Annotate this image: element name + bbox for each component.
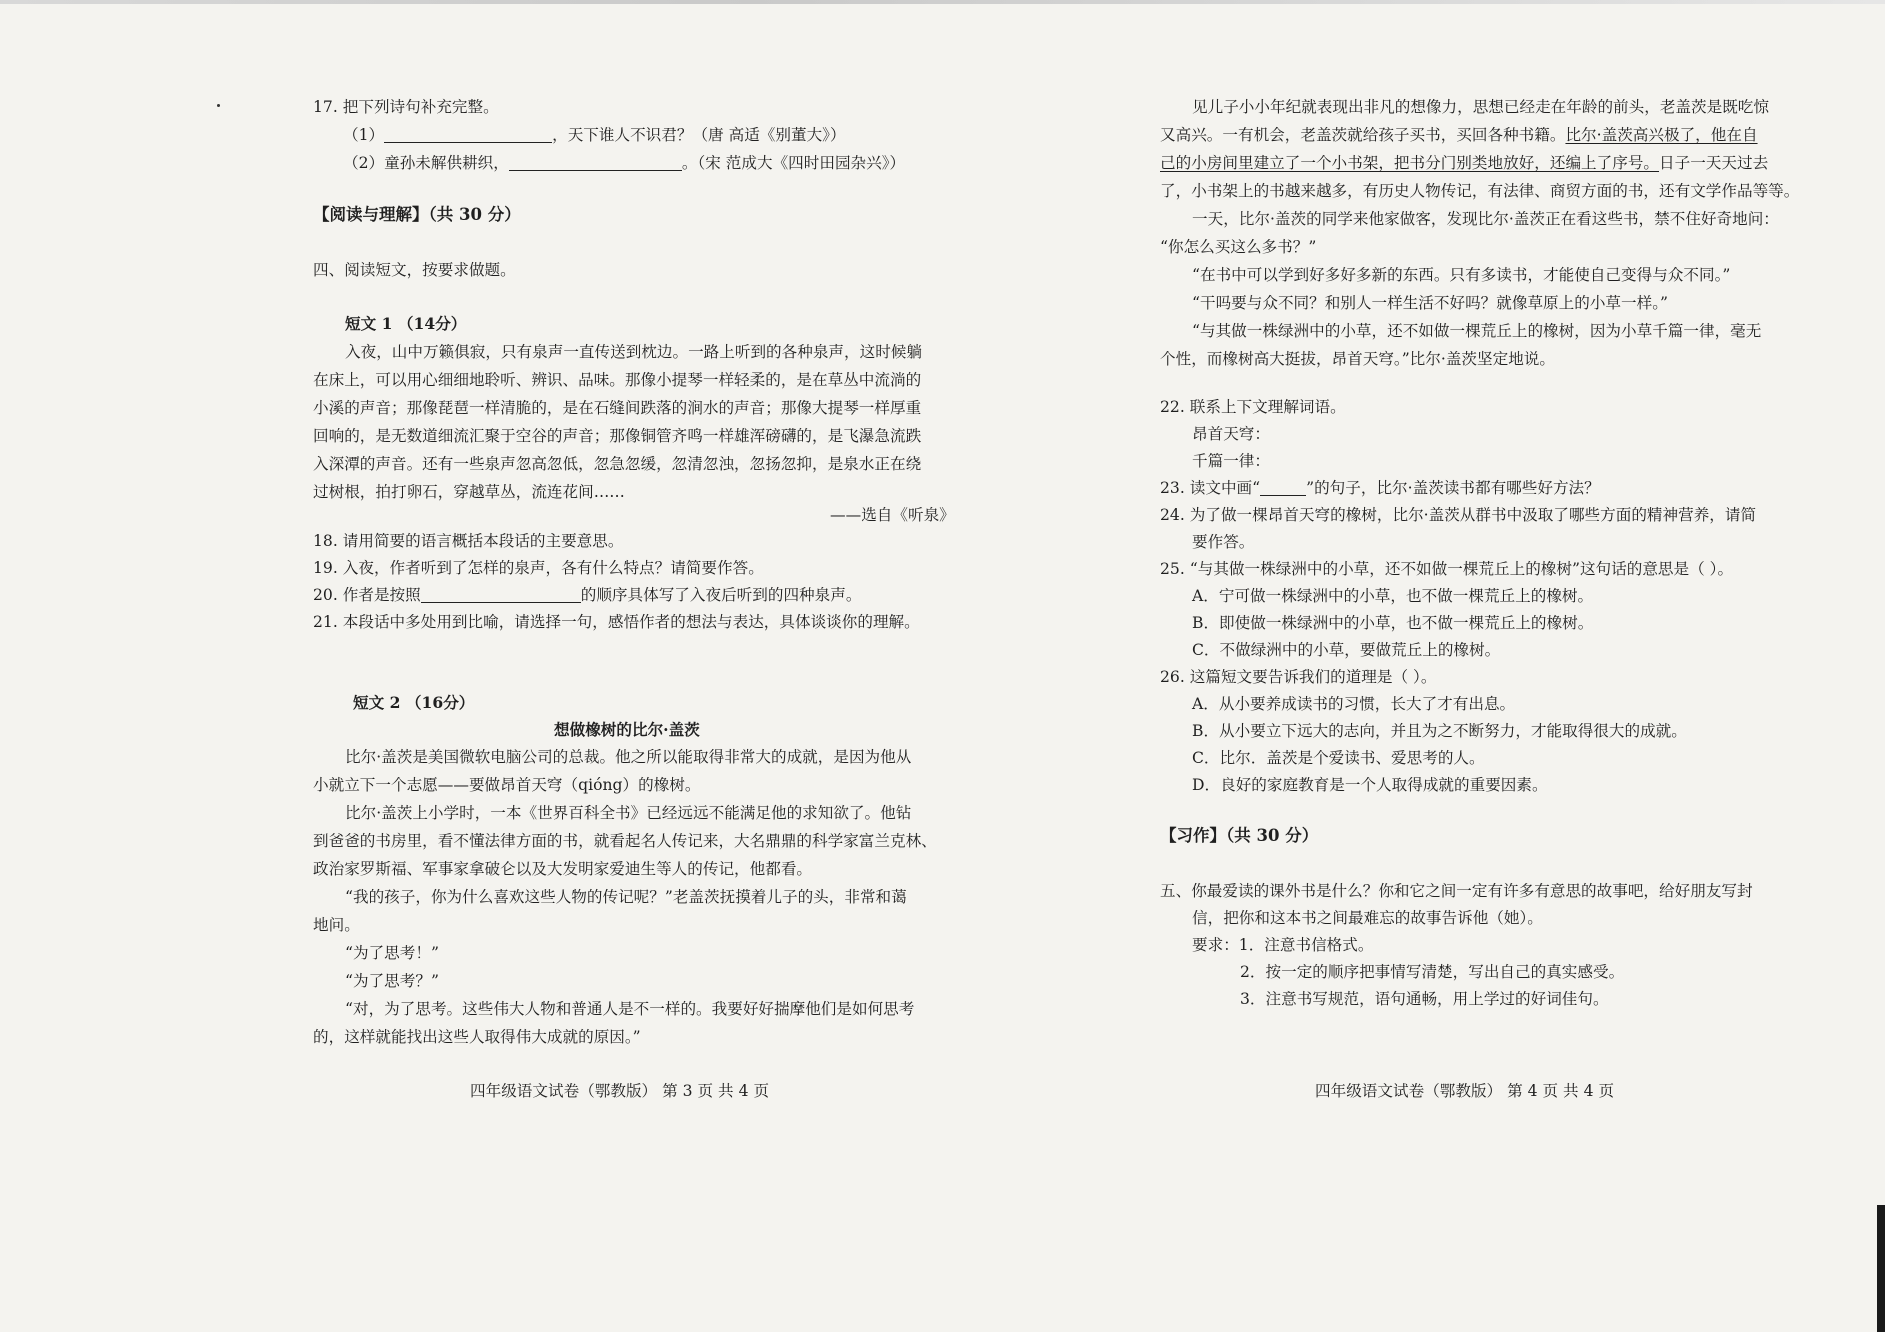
q26-option-b[interactable]: B．从小要立下远大的志向，并且为之不断努力，才能取得很大的成就。 bbox=[1192, 722, 1687, 740]
passage2-line: “我的孩子，你为什么喜欢这些人物的传记呢？”老盖茨抚摸着儿子的头，非常和蔼 bbox=[345, 888, 907, 906]
page-footer: 四年级语文试卷（鄂教版） 第 3 页 共 4 页 bbox=[470, 1082, 770, 1100]
q19: 19. 入夜，作者听到了怎样的泉声，各有什么特点？请简要作答。 bbox=[313, 559, 764, 577]
passage2-title: 想做橡树的比尔·盖茨 bbox=[554, 720, 700, 739]
passage2-line: 政治家罗斯福、军事家拿破仑以及大发明家爱迪生等人的传记，他都看。 bbox=[313, 860, 813, 878]
passage1-label: 短文 1 （14分） bbox=[345, 314, 467, 333]
section5-line2: 信，把你和这本书之间最难忘的故事告诉他（她）。 bbox=[1192, 909, 1543, 927]
q23-suffix: ”的句子，比尔·盖茨读书都有哪些好方法？ bbox=[1306, 479, 1600, 497]
passage2-text: 日子一天天过去 bbox=[1659, 154, 1769, 172]
answer-blank[interactable] bbox=[509, 153, 682, 171]
requirement-3: 3．注意书写规范，语句通畅，用上学过的好词佳句。 bbox=[1240, 990, 1609, 1008]
passage2-continued-line bbox=[1160, 124, 1758, 146]
underline-marker-blank bbox=[1260, 478, 1306, 496]
q17-line2-suffix: 。（宋 范成大《四时田园杂兴》） bbox=[681, 154, 906, 172]
passage2-line: 到爸爸的书房里，看不懂法律方面的书，就看起名人传记来，大名鼎鼎的科学家富兰克林、 bbox=[313, 832, 937, 850]
passage1-line: 过树根，拍打卵石，穿越草丛，流连花间…… bbox=[313, 483, 625, 501]
passage1-line: 小溪的声音；那像琵琶一样清脆的，是在石缝间跌落的涧水的声音；那像大提琴一样厚重 bbox=[313, 399, 922, 417]
q17-line1-prefix: （1） bbox=[343, 126, 385, 144]
page-footer: 四年级语文试卷（鄂教版） 第 4 页 共 4 页 bbox=[1315, 1082, 1615, 1100]
passage2-continued-line bbox=[1160, 152, 1768, 174]
exam-page-4 bbox=[1130, 0, 1885, 1332]
q22: 22. 联系上下文理解词语。 bbox=[1160, 398, 1346, 416]
passage2-line: “为了思考？” bbox=[345, 972, 439, 990]
q17-line2-prefix: （2）童孙未解供耕织， bbox=[343, 154, 509, 172]
q26-option-d[interactable]: D．良好的家庭教育是一个人取得成就的重要因素。 bbox=[1192, 776, 1548, 794]
q23-prefix: 23. 读文中画“ bbox=[1160, 479, 1261, 497]
q20-prefix: 20. 作者是按照 bbox=[313, 586, 421, 604]
requirement-2: 2．按一定的顺序把事情写清楚，写出自己的真实感受。 bbox=[1240, 963, 1625, 981]
passage2-line: 比尔·盖茨是美国微软电脑公司的总裁。他之所以能取得非常大的成就，是因为他从 bbox=[345, 748, 912, 766]
requirement-1: 要求：1．注意书信格式。 bbox=[1192, 936, 1374, 954]
passage2-text: 又高兴。一有机会，老盖茨就给孩子买书，买回各种书籍。 bbox=[1160, 126, 1566, 144]
q25-option-a[interactable]: A．宁可做一株绿洲中的小草，也不做一棵荒丘上的橡树。 bbox=[1192, 587, 1594, 605]
reading-section-header: 【阅读与理解】（共 30 分） bbox=[313, 205, 521, 224]
q25-option-c[interactable]: C．不做绿洲中的小草，要做荒丘上的橡树。 bbox=[1192, 641, 1501, 659]
passage2-continued-line: 一天，比尔·盖茨的同学来他家做客，发现比尔·盖茨正在看这些书，禁不住好奇地问： bbox=[1192, 210, 1779, 228]
passage2-continued-line: “在书中可以学到好多好多新的东西。只有多读书，才能使自己变得与众不同。” bbox=[1192, 266, 1731, 284]
q17-line1-suffix: ，天下谁人不识君？（唐 高适《别董大》） bbox=[552, 126, 846, 144]
passage2-continued-line: “干吗要与众不同？和别人一样生活不好吗？就像草原上的小草一样。” bbox=[1192, 294, 1668, 312]
answer-blank[interactable] bbox=[384, 125, 552, 143]
q21: 21. 本段话中多处用到比喻，请选择一句，感悟作者的想法与表达，具体谈谈你的理解。 bbox=[313, 613, 920, 631]
q24-line2: 要作答。 bbox=[1192, 533, 1255, 551]
underlined-sentence: 己的小房间里建立了一个小书架，把书分门别类地放好，还编上了序号。 bbox=[1160, 154, 1660, 172]
passage2-line: “为了思考！” bbox=[345, 944, 439, 962]
q26: 26. 这篇短文要告诉我们的道理是（ ）。 bbox=[1160, 668, 1437, 686]
q20-suffix: 的顺序具体写了入夜后听到的四种泉声。 bbox=[580, 586, 862, 604]
passage1-source: ——选自《听泉》 bbox=[830, 506, 955, 524]
q17-line2 bbox=[343, 152, 905, 174]
q22-term-a: 昂首天穹： bbox=[1192, 425, 1270, 443]
q25: 25. “与其做一株绿洲中的小草，还不如做一棵荒丘上的橡树”这句话的意思是（ ）。 bbox=[1160, 560, 1734, 578]
passage2-continued-line: 了，小书架上的书越来越多，有历史人物传记，有法律、商贸方面的书，还有文学作品等等。 bbox=[1160, 182, 1800, 200]
answer-blank[interactable] bbox=[421, 585, 581, 603]
passage2-line: “对，为了思考。这些伟大人物和普通人是不一样的。我要好好揣摩他们是如何思考 bbox=[345, 1000, 915, 1018]
q17-stem: 17. 把下列诗句补充完整。 bbox=[313, 98, 499, 116]
passage2-continued-line: 见儿子小小年纪就表现出非凡的想像力，思想已经走在年龄的前头，老盖茨是既吃惊 bbox=[1192, 98, 1769, 116]
q25-option-b[interactable]: B．即使做一株绿洲中的小草，也不做一棵荒丘上的橡树。 bbox=[1192, 614, 1594, 632]
passage1-line: 入深潭的声音。还有一些泉声忽高忽低，忽急忽缓，忽清忽浊，忽扬忽抑，是泉水正在绕 bbox=[313, 455, 922, 473]
writing-section-header: 【习作】（共 30 分） bbox=[1160, 826, 1319, 845]
passage2-label: 短文 2 （16分） bbox=[353, 693, 475, 712]
q26-option-a[interactable]: A．从小要养成读书的习惯，长大了才有出息。 bbox=[1192, 695, 1516, 713]
q26-option-c[interactable]: C．比尔．盖茨是个爱读书、爱思考的人。 bbox=[1192, 749, 1485, 767]
passage1-line: 回响的，是无数道细流汇聚于空谷的声音；那像铜管齐鸣一样雄浑磅礴的，是飞瀑急流跌 bbox=[313, 427, 922, 445]
passage2-line: 的，这样就能找出这些人取得伟大成就的原因。” bbox=[313, 1028, 641, 1046]
q18: 18. 请用简要的语言概括本段话的主要意思。 bbox=[313, 532, 624, 550]
passage2-continued-line: “你怎么买这么多书？” bbox=[1160, 238, 1317, 256]
section4-instruction: 四、阅读短文，按要求做题。 bbox=[313, 261, 516, 279]
section5-line1: 五、你最爱读的课外书是什么？你和它之间一定有许多有意思的故事吧，给好朋友写封 bbox=[1160, 882, 1753, 900]
q22-term-b: 千篇一律： bbox=[1192, 452, 1270, 470]
passage2-line: 小就立下一个志愿——要做昂首天穹（qióng）的橡树。 bbox=[313, 776, 701, 794]
passage2-line: 地问。 bbox=[313, 916, 360, 934]
passage2-continued-line: 个性，而橡树高大挺拔，昂首天穹。”比尔·盖茨坚定地说。 bbox=[1160, 350, 1555, 368]
q24-line1: 24. 为了做一棵昂首天穹的橡树，比尔·盖茨从群书中汲取了哪些方面的精神营养，请简 bbox=[1160, 506, 1757, 524]
q23 bbox=[1160, 477, 1600, 499]
underlined-sentence: 比尔·盖茨高兴极了，他在自 bbox=[1565, 126, 1758, 144]
q20 bbox=[313, 584, 861, 606]
passage1-line: 入夜，山中万籁俱寂，只有泉声一直传送到枕边。一路上听到的各种泉声，这时候躺 bbox=[345, 343, 922, 361]
passage2-line: 比尔·盖茨上小学时，一本《世界百科全书》已经远远不能满足他的求知欲了。他钻 bbox=[345, 804, 912, 822]
q17-line1 bbox=[343, 124, 846, 146]
passage1-line: 在床上，可以用心细细地聆听、辨识、品味。那像小提琴一样轻柔的，是在草丛中流淌的 bbox=[313, 371, 922, 389]
passage2-continued-line: “与其做一株绿洲中的小草，还不如做一棵荒丘上的橡树，因为小草千篇一律，毫无 bbox=[1192, 322, 1762, 340]
